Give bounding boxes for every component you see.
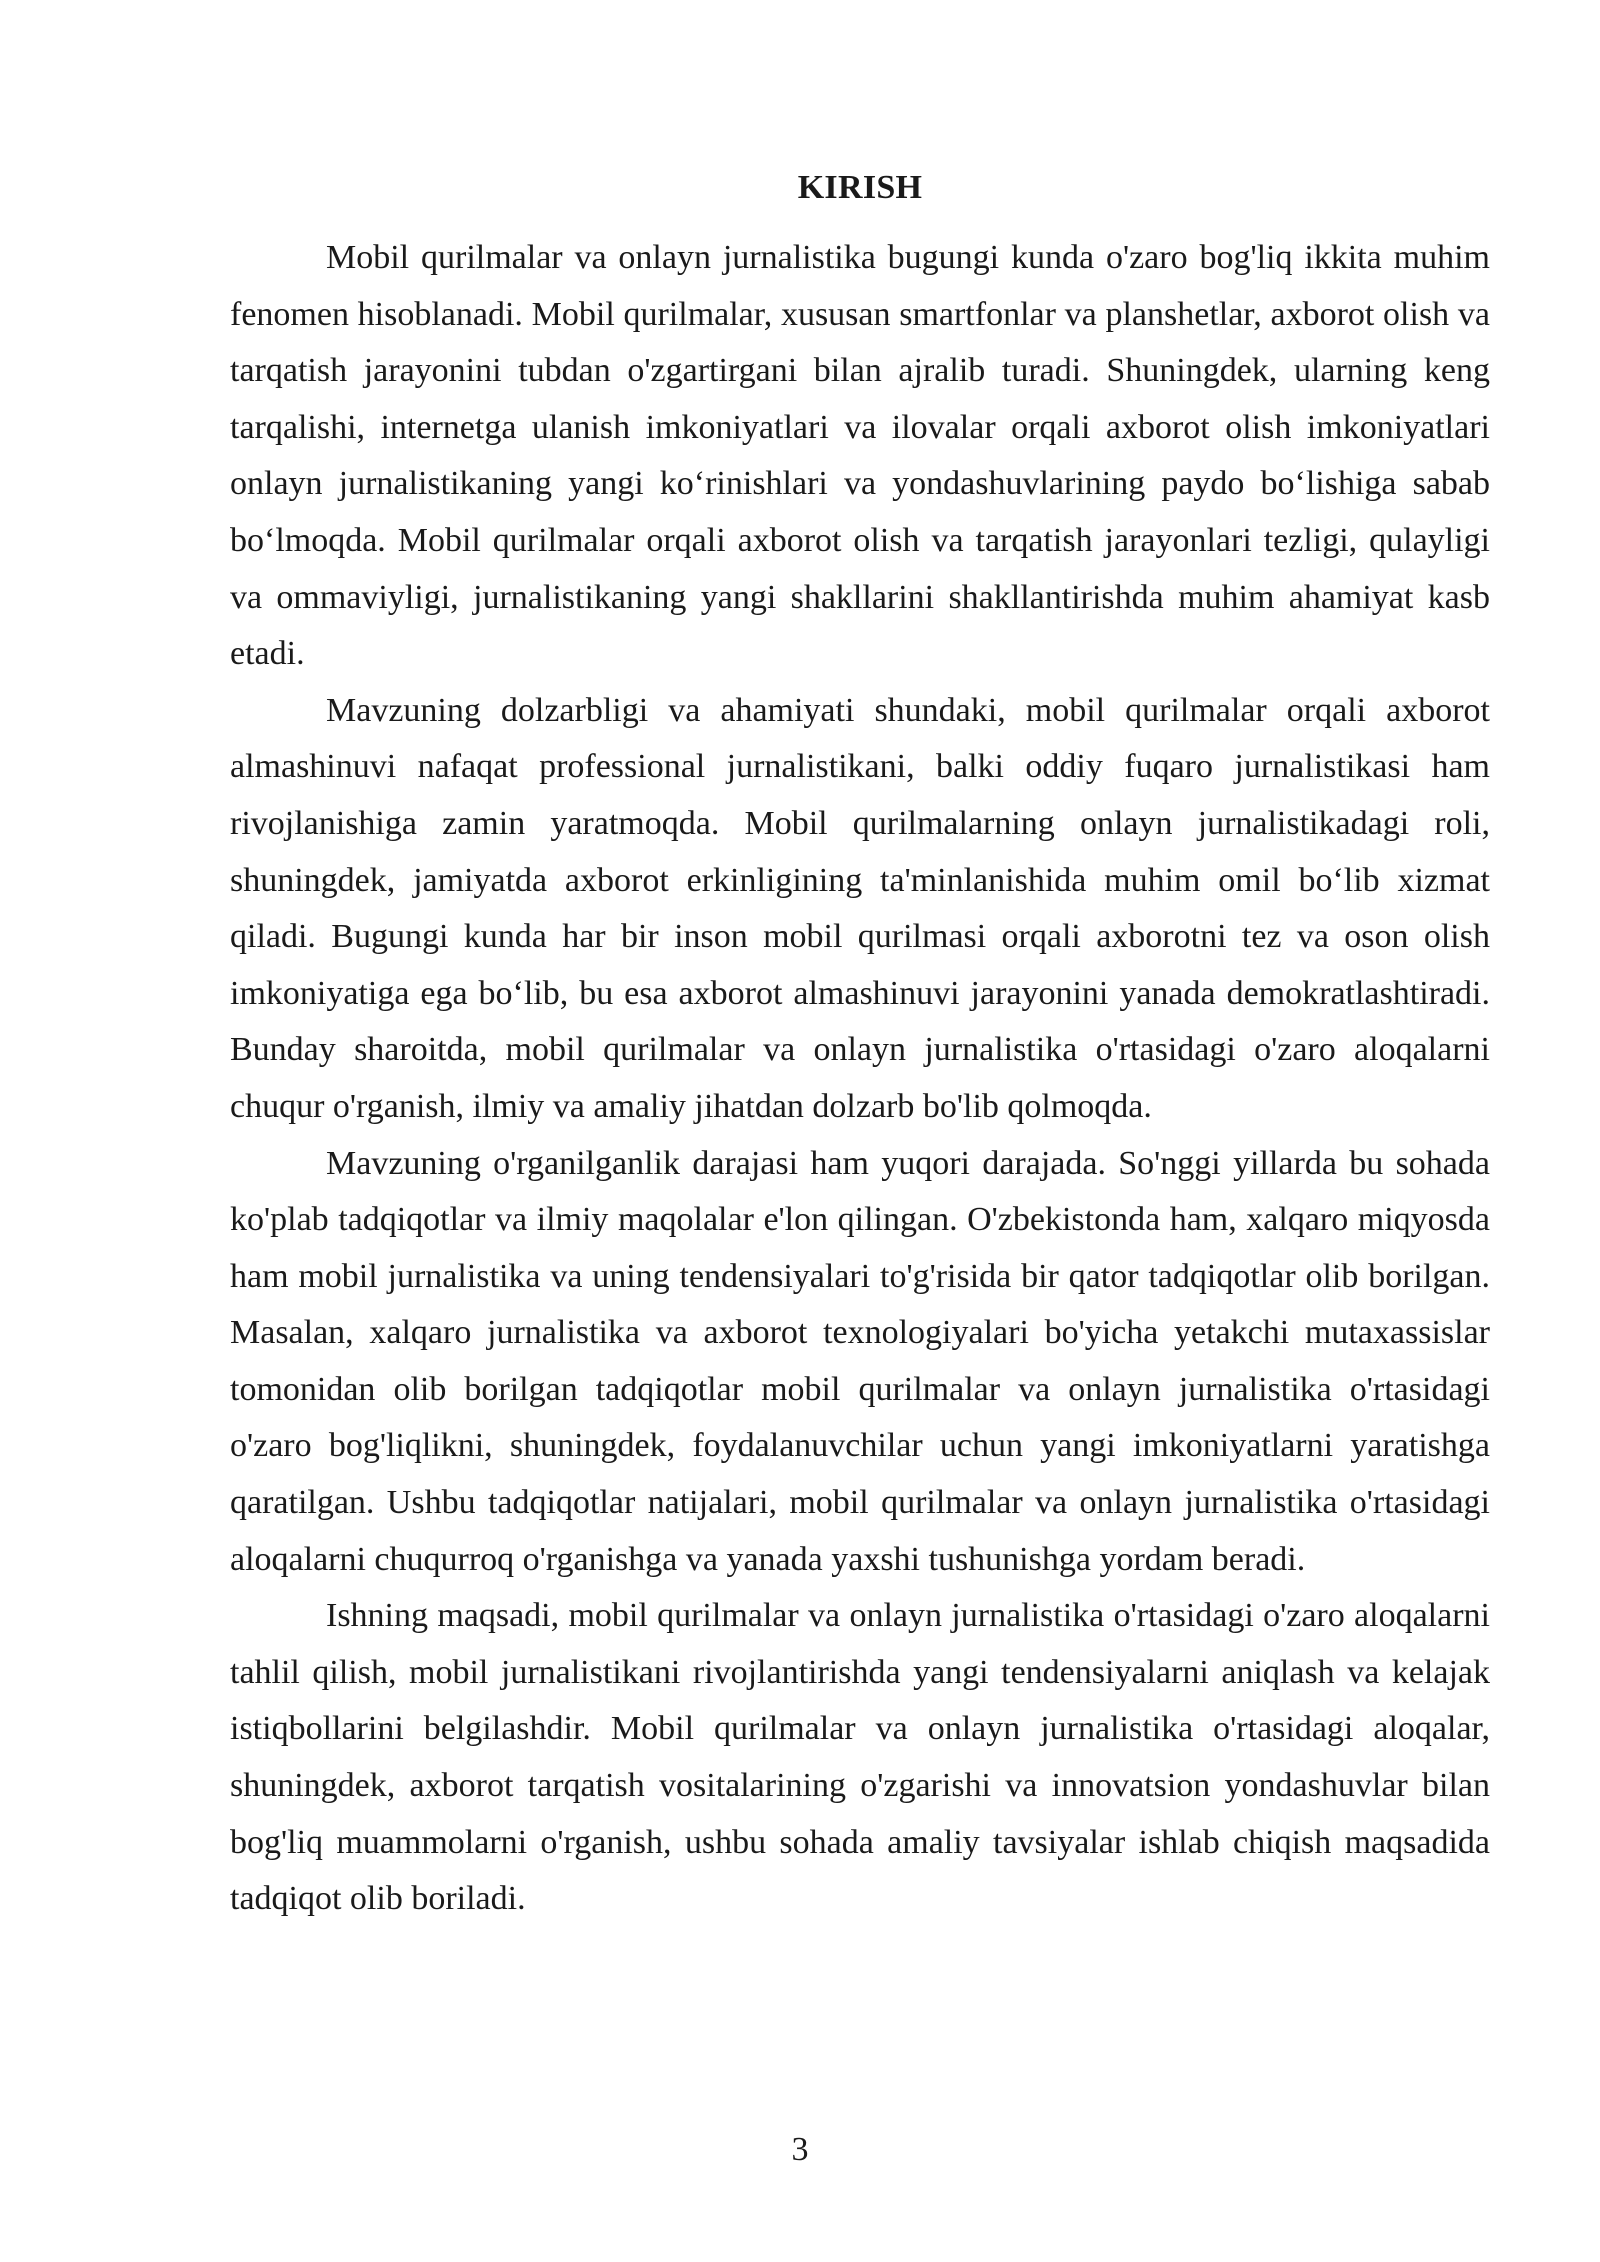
page-title: KIRISH bbox=[797, 169, 923, 206]
paragraph-study-level: Mavzuning o'rganilganlik darajasi ham yuqori darajada. So'nggi yillarda bu sohada ko'plab tadqiqotlar va ilmiy maqolalar e'lon qilingan. O'zbekistonda ham, xalqaro miqyosda ham mobil jurnalistika va uning tendensiyalari to'g'risida bir qator tadqiqotlar olib borilgan. Masalan, xalqaro jurnalistika va axborot texnologiyalari bo'yicha yetakchi mutaxassislar tomonidan olib borilgan tadqiqotlar mobil qurilmalar va onlayn jurnalistika o'rtasidagi o'zaro bog'liqlikni, shuningdek, foydalanuvchilar uchun yangi imkoniyatlarni yaratishga qaratilgan. Ushbu tadqiqotlar natijalari, mobil qurilmalar va onlayn jurnalistika o'rtasidagi aloqalarni chuqurroq o'rganishga va yanada yaxshi tushunishga yordam beradi. bbox=[230, 1144, 1490, 1578]
page-number: 3 bbox=[791, 2131, 809, 2168]
paragraph-relevance: Mavzuning dolzarbligi va ahamiyati shundaki, mobil qurilmalar orqali axborot almashinuvi nafaqat professional jurnalistikani, balki oddiy fuqaro jurnalistikasi ham rivojlanishiga zamin yaratmoqda. Mobil qurilmalarning onlayn jurnalistikadagi roli, shuningdek, jamiyatda axborot erkinligining ta'minlanishida muhim omil bo‘lib xizmat qiladi. Bugungi kunda har bir inson mobil qurilmasi orqali axborotni tez va oson olish imkoniyatiga ega bo‘lib, bu esa axborot almashinuvi jarayonini yanada demokratlashtiradi. Bunday sharoitda, mobil qurilmalar va onlayn jurnalistika o'rtasidagi o'zaro aloqalarni chuqur o'rganish, ilmiy va amaliy jihatdan dolzarb bo'lib qolmoqda. bbox=[230, 691, 1490, 1125]
page-content bbox=[230, 160, 1490, 1928]
paragraph-introduction: Mobil qurilmalar va onlayn jurnalistika bugungi kunda o'zaro bog'liq ikkita muhim fenomen hisoblanadi. Mobil qurilmalar, xususan smartfonlar va planshetlar, axborot olish va tarqatish jarayonini tubdan o'zgartirgani bilan ajralib turadi. Shuningdek, ularning keng tarqalishi, internetga ulanish imkoniyatlari va ilovalar orqali axborot olish imkoniyatlari onlayn jurnalistikaning yangi ko‘rinishlari va yondashuvlarining paydo bo‘lishiga sabab bo‘lmoqda. Mobil qurilmalar orqali axborot olish va tarqatish jarayonlari tezligi, qulayligi va ommaviyligi, jurnalistikaning yangi shakllarini shakllantirishda muhim ahamiyat kasb etadi. bbox=[230, 239, 1490, 673]
paragraph-goal: Ishning maqsadi, mobil qurilmalar va onlayn jurnalistika o'rtasidagi o'zaro aloqalarni tahlil qilish, mobil jurnalistikani rivojlantirishda yangi tendensiyalarni aniqlash va kelajak istiqbollarini belgilashdir. Mobil qurilmalar va onlayn jurnalistika o'rtasidagi aloqalar, shuningdek, axborot tarqatish vositalarining o'zgarishi va innovatsion yondashuvlar bilan bog'liq muammolarni o'rganish, ushbu sohada amaliy tavsiyalar ishlab chiqish maqsadida tadqiqot olib boriladi. bbox=[230, 1597, 1490, 1918]
